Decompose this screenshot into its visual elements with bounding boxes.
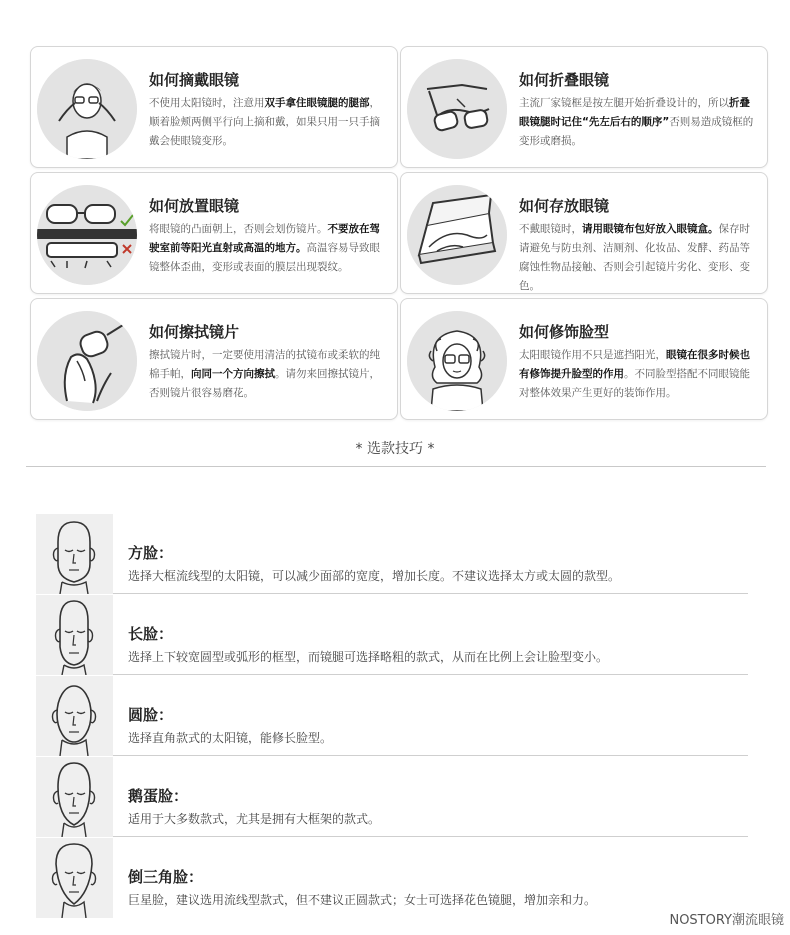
- row-divider: [113, 755, 748, 756]
- tip-title: 如何折叠眼镜: [519, 71, 610, 89]
- tip-title: 如何存放眼镜: [519, 197, 610, 215]
- row-divider: [113, 593, 748, 594]
- face-title: 鹅蛋脸：: [128, 787, 189, 805]
- tip-body: [149, 220, 389, 277]
- triangle-face-icon: [36, 838, 113, 918]
- face-title: 长脸：: [128, 625, 174, 643]
- face-desc: 选择大框流线型的太阳镜，可以减少面部的宽度，增加长度。不建议选择太方或太圆的款型。: [128, 569, 621, 583]
- placing-glasses-icon: [37, 185, 137, 285]
- face-title: 圆脸：: [128, 706, 174, 724]
- long-face-icon: [36, 595, 113, 675]
- emphasis-text: 不要放在驾驶室前等阳光直射或高温的地方。: [149, 223, 380, 254]
- folding-glasses-icon: [407, 59, 507, 159]
- body-text: 不戴眼镜时，: [519, 223, 582, 235]
- face-row-square: [36, 514, 748, 594]
- tip-title: 如何摘戴眼镜: [149, 71, 240, 89]
- face-row-round: [36, 676, 748, 756]
- face-desc: 选择直角款式的太阳镜，能修长脸型。: [128, 731, 333, 745]
- brand-watermark: NOSTORY潮流眼镜: [669, 913, 784, 928]
- emphasis-text: 请用眼镜布包好放入眼镜盒。: [582, 223, 719, 235]
- face-row-long: [36, 595, 748, 675]
- row-divider: [113, 674, 748, 675]
- person-removing-glasses-icon: [37, 59, 137, 159]
- row-divider: [113, 836, 748, 837]
- tip-card-wiping: [30, 298, 398, 420]
- body-text: 高温容易导致眼镜整体歪曲，变形或表面的膜层出现裂纹。: [149, 242, 380, 273]
- emphasis-text: 眼镜在很多时候也有修饰提升脸型的作用: [519, 349, 750, 380]
- body-text: 将眼镜的凸面朝上，否则会划伤镜片。: [149, 223, 328, 235]
- face-desc: 巨星脸，建议选用流线型款式，但不建议正圆款式；女士可选择花色镜腿，增加亲和力。: [128, 893, 597, 907]
- face-row-oval: [36, 757, 748, 837]
- tip-body: [149, 94, 389, 151]
- body-text: 否则易造成镜框的变形或磨损。: [519, 116, 754, 147]
- tip-card-storing: [400, 172, 768, 294]
- tip-title: 如何修饰脸型: [519, 323, 610, 341]
- tip-card-folding: [400, 46, 768, 168]
- tip-title: 如何擦拭镜片: [149, 323, 240, 341]
- tip-title: 如何放置眼镜: [149, 197, 240, 215]
- round-face-icon: [36, 676, 113, 756]
- tip-card-wearing: [30, 46, 398, 168]
- woman-with-glasses-icon: [407, 311, 507, 411]
- tip-body: [519, 94, 759, 151]
- section-divider: [26, 466, 766, 467]
- face-title: 倒三角脸：: [128, 868, 204, 886]
- body-text: 擦拭镜片时，一定要使用清洁的拭镜布或柔软的纯棉手帕，: [149, 349, 380, 380]
- body-text: 不使用太阳镜时，注意用: [149, 97, 265, 109]
- body-text: 太阳眼镜作用不只是遮挡阳光，: [519, 349, 666, 361]
- body-text: 。不同脸型搭配不同眼镜能对整体效果产生更好的装饰作用。: [519, 368, 750, 399]
- emphasis-text: 折叠眼镜腿时记住“先左后右的顺序”: [519, 97, 750, 128]
- body-text: 主流厂家镜框是按左腿开始折叠设计的，所以: [519, 97, 729, 109]
- face-desc: 适用于大多数款式，尤其是拥有大框架的款式。: [128, 812, 381, 826]
- body-text: 。请勿来回擦拭镜片，否则镜片很容易磨花。: [149, 368, 380, 399]
- face-row-triangle: [36, 838, 748, 918]
- section-title: * 选款技巧 *: [355, 441, 435, 457]
- face-title: 方脸：: [128, 544, 174, 562]
- body-text: ，顺着脸颊两侧平行向上摘和戴，如果只用一只手摘戴会使眼镜变形。: [149, 97, 380, 147]
- emphasis-text: 双手拿住眼镜腿的腿部: [264, 97, 370, 109]
- face-desc: 选择上下较宽圆型或弧形的框型，而镜腿可选择略粗的款式，从而在比例上会让脸型变小。: [128, 650, 609, 664]
- oval-face-icon: [36, 757, 113, 837]
- wiping-lens-icon: [37, 311, 137, 411]
- tip-card-placing: [30, 172, 398, 294]
- glasses-case-icon: [407, 185, 507, 285]
- tip-card-face-shaping: [400, 298, 768, 420]
- tip-body: [149, 346, 389, 403]
- square-face-icon: [36, 514, 113, 594]
- body-text: 保存时请避免与防虫剂、洁厕剂、化妆品、发酵、药品等腐蚀性物品接触、否则会引起镜片劣化、变形、变色。: [519, 223, 750, 292]
- tip-body: [519, 220, 759, 296]
- emphasis-text: 向同一个方向擦拭: [191, 368, 275, 380]
- tip-body: [519, 346, 759, 403]
